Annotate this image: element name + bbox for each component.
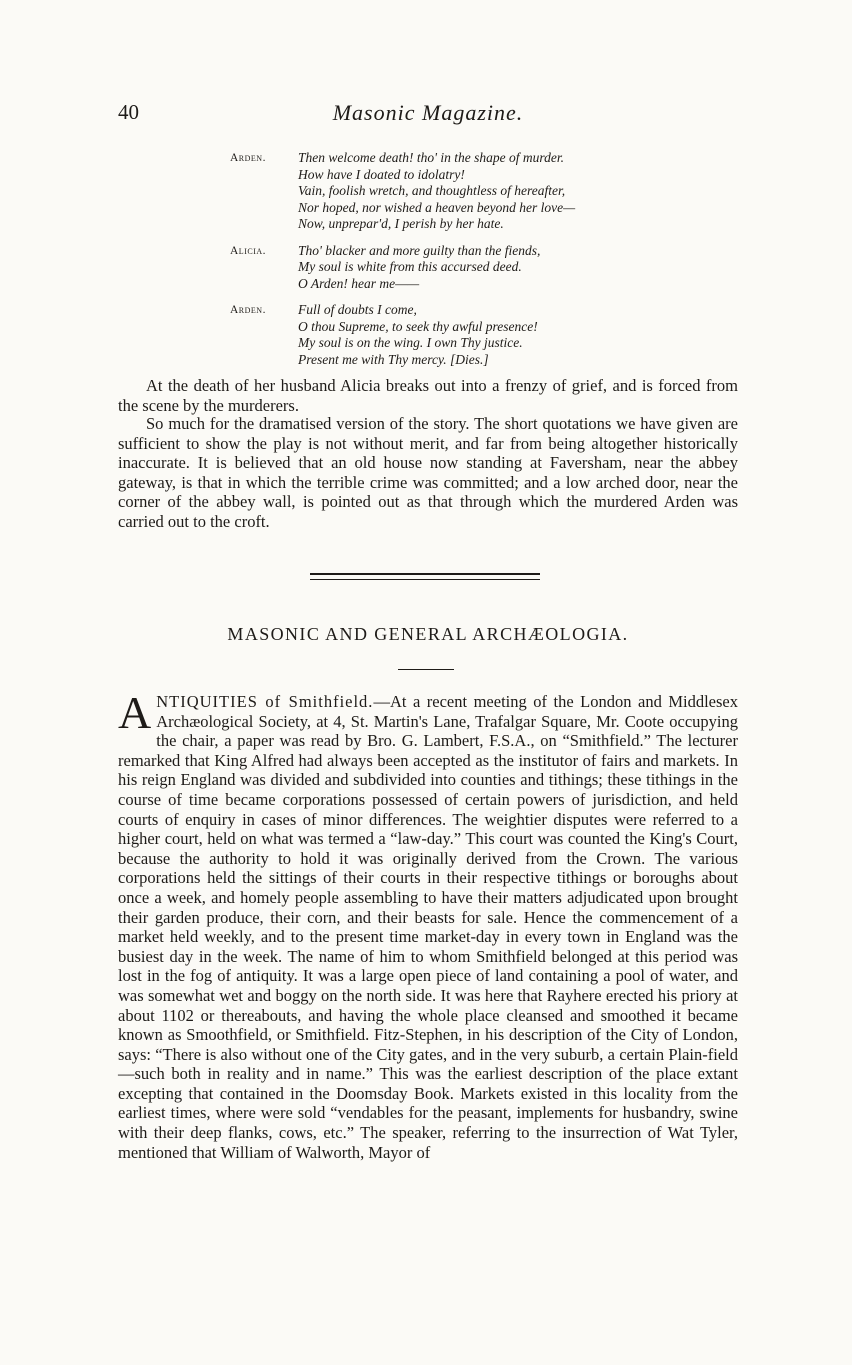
paragraph-dramatised-version — [118, 414, 738, 532]
verse-line: O thou Supreme, to seek thy awful presence! — [298, 318, 538, 334]
verse-line: Vain, foolish wretch, and thoughtless of hereafter, — [298, 183, 566, 198]
verse-line: My soul is on the wing. I own Thy justice. — [298, 335, 523, 350]
verse-dialogue — [230, 150, 660, 378]
drop-cap: A — [118, 687, 152, 738]
verse-line: My soul is white from this accursed deed. — [298, 259, 522, 274]
speaker-name: Arden. — [230, 304, 266, 316]
speech-arden-2 — [230, 302, 660, 368]
speaker-name: Alicia. — [230, 244, 267, 257]
page-number: 40 — [118, 100, 139, 124]
section-title: MASONIC AND GENERAL ARCHÆOLOGIA. — [227, 624, 629, 644]
verse-line: Nor hoped, nor wished a heaven beyond her love— — [298, 199, 576, 215]
verse-line: Tho' blacker and more guilty than the fiends, — [298, 242, 541, 258]
article-lead: NTIQUITIES of Smithfield. — [156, 692, 374, 711]
title-rule — [398, 669, 454, 670]
paragraph-alicia-grief — [118, 376, 738, 415]
verse-line: How have I doated to idolatry! — [298, 166, 465, 182]
verse-line: Then welcome death! tho' in the shape of murder. — [298, 150, 564, 165]
speech-arden-1 — [230, 150, 660, 233]
running-title: Masonic Magazine. — [332, 100, 524, 125]
verse-line: Full of doubts I come, — [298, 302, 417, 317]
speaker-name: Arden. — [230, 152, 266, 164]
article-text: —At a recent meeting of the London and Middlesex Archæological Society, at 4, St. Martin's Lane, Trafalgar Square, Mr. Coote occupying the chair, a paper was read by Bro. G. Lambert, F.S.A., on “Smithfield.” The lecturer remarked that King Alfred had always been accepted as the institutor of fairs and markets. In his reign England was divided and subdivided into counties and tithings; these tithings in the course of time became corporations possessed of certain powers of jurisdiction, and held courts of enquiry in cases of minor differences. The weightier disputes were referred to a higher court, held on what was termed a “law-day.” This court was counted the King's Court, because the authority to hold it was originally derived from the Crown. The various corporations held the sittings of their courts in their respective tithings or boroughs about once a week, and homely people assembling to have their matters adjudicated upon brought their garden produce, their corn, and their beasts for sale. Hence the commencement of a market held weekly, and to the present time market-day in every town in England was the busiest day in the week. The name of him to whom Smithfield belonged at this period was lost in the fog of antiquity. It was a large open piece of land containing a pool of water, and was somewhat wet and boggy on the north side. It was here that Rayhere erected his priory at about 1102 or thereabouts, and having the whole place cleansed and smoothed it became known as Smoothfield, or Smithfield. Fitz-Stephen, in his description of the City of London, says: “There is also without one of the City gates, and in the very suburb, a certain Plain-field—such both in reality and in name.” This was the earliest description of the place extant excepting that contained in the Doomsday Book. Markets existed in this locality from the earliest times, where were sold “vendables for the peasant, implements for husbandry, swine with their deep flanks, cows, etc.” The speaker, referring to the insurrection of Wat Tyler, mentioned that William of Walworth, Mayor of — [118, 692, 738, 1162]
section-divider — [310, 573, 540, 580]
article-body — [118, 687, 738, 1162]
verse-line: Present me with Thy mercy. [Dies.] — [298, 351, 489, 367]
paragraph-text: So much for the dramatised version of the story. The short quotations we have given are sufficient to show the play is not without merit, and far from being altogether historically inaccurate. It is believed that an old house now standing at Faversham, near the abbey gateway, is that in which the terrible crime was committed; and a low arched door, near the corner of the abbey wall, is pointed out as that through which the murdered Arden was carried out to the croft. — [118, 414, 738, 531]
paragraph-text: At the death of her husband Alicia breaks out into a frenzy of grief, and is forced from the scene by the murderers. — [118, 376, 738, 415]
speech-alicia — [230, 243, 660, 293]
verse-line: Now, unprepar'd, I perish by her hate. — [298, 216, 504, 231]
page-header — [118, 100, 738, 134]
verse-line: O Arden! hear me—— — [298, 275, 420, 291]
